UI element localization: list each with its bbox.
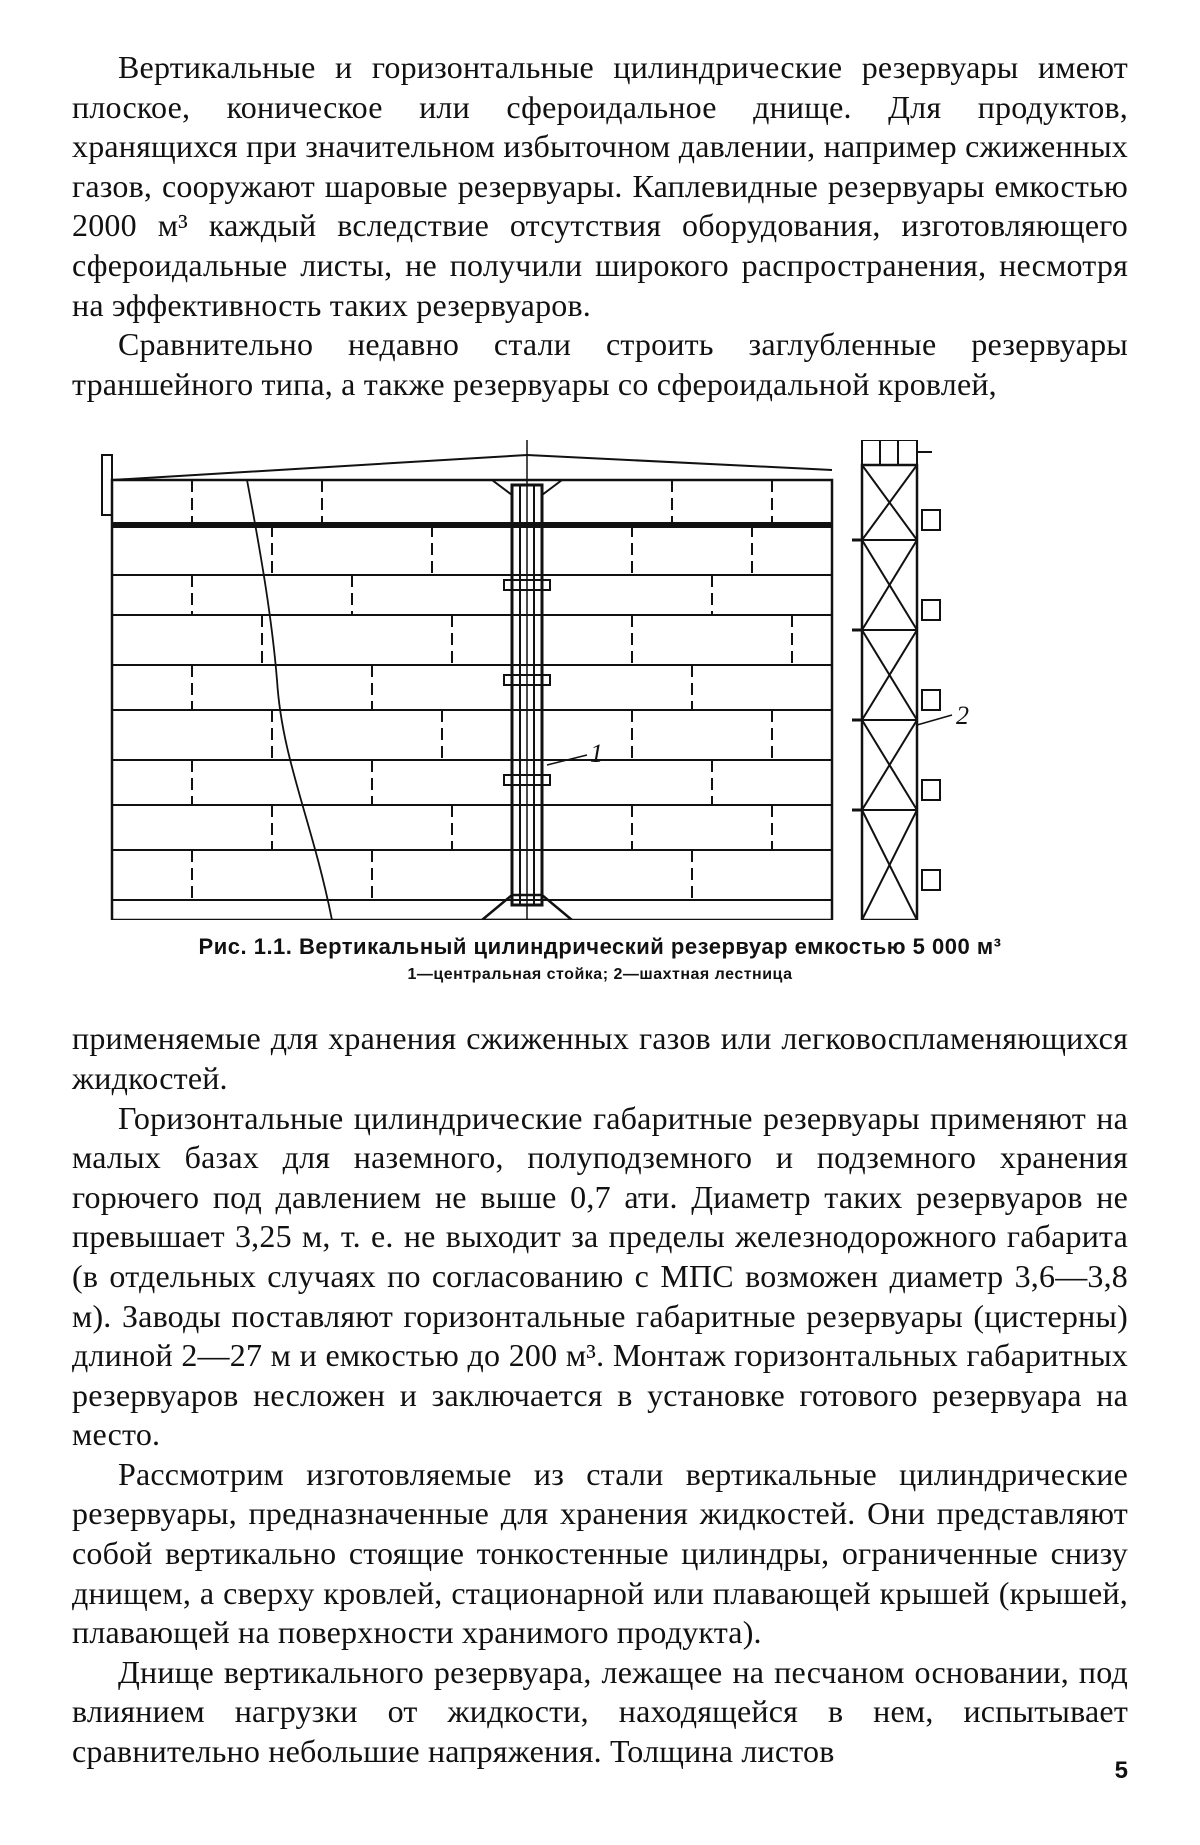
tank-drawing	[72, 440, 1128, 920]
sloped-seam	[247, 480, 332, 920]
roof-railing-left	[102, 455, 112, 515]
tank-figure	[72, 440, 1128, 995]
callout-leader-2	[917, 715, 952, 725]
figure-legend: 1—центральная стойка; 2—шахтная лестница	[407, 966, 793, 984]
paragraph: Горизонтальные цилиндрические габаритные резервуары применяют на малых базах для наземного, полуподземного и подземного хранения горючего под давлением не выше 0,7 ати. Диаметр таких резервуаров не превышает 3,25 м, т. е. не выходит за пределы железнодорожного габарита (в отдельных случаях по согласованию с МПС возможен диаметр 3,6—3,8 м). Заводы поставляют горизонтальные габаритные резервуары (цистерны) длиной 2—27 м и емкостью до 200 м³. Монтаж горизонтальных габаритных резервуаров несложен и заключается в установке готового резервуара на место.	[72, 1099, 1128, 1453]
page-number: 5	[1114, 1757, 1128, 1784]
paragraph: Сравнительно недавно стали строить заглубленные резервуары траншейного типа, а также резервуары со сфероидальной кровлей,	[72, 326, 1128, 402]
figure-caption: Рис. 1.1. Вертикальный цилиндрический резервуар емкостью 5 000 м³	[198, 934, 1002, 960]
figure-caption-block	[72, 934, 1128, 984]
roof-line	[112, 455, 832, 480]
callout-1: 1	[590, 739, 603, 769]
paragraph: Вертикальные и горизонтальные цилиндрические резервуары имеют плоское, коническое или сфероидальное днище. Для продуктов, хранящихся при значительном избыточном давлении, например сжиженных газов, сооружают шаровые резервуары. Каплевидные резервуары емкостью 2000 м³ каждый вследствие отсутствия оборудования, изготовляющего сфероидальные листы, не получили широкого распространения, несмотря на эффективность таких резервуаров.	[72, 49, 1128, 323]
shaft-ladder	[852, 440, 940, 920]
paragraph: Рассмотрим изготовляемые из стали вертикальные цилиндрические резервуары, предназначенные для хранения жидкостей. Они представляют собой вертикально стоящие тонкостенные цилиндры, ограниченные снизу днищем, а сверху кровлей, стационарной или плавающей крышей (крышей, плавающей на поверхности хранимого продукта).	[72, 1455, 1128, 1651]
paragraph: Днище вертикального резервуара, лежащее на песчаном основании, под влиянием нагрузки от жидкости, находящейся в нем, испытывает сравнительно небольшие напряжения. Толщина листов	[72, 1653, 1128, 1770]
callout-2: 2	[956, 701, 969, 731]
text-after-figure	[72, 1019, 1128, 1771]
page-body	[72, 48, 1128, 1772]
tank-shell	[112, 480, 832, 920]
paragraph: применяемые для хранения сжиженных газов или легковоспламеняющихся жидкостей.	[72, 1020, 1128, 1096]
